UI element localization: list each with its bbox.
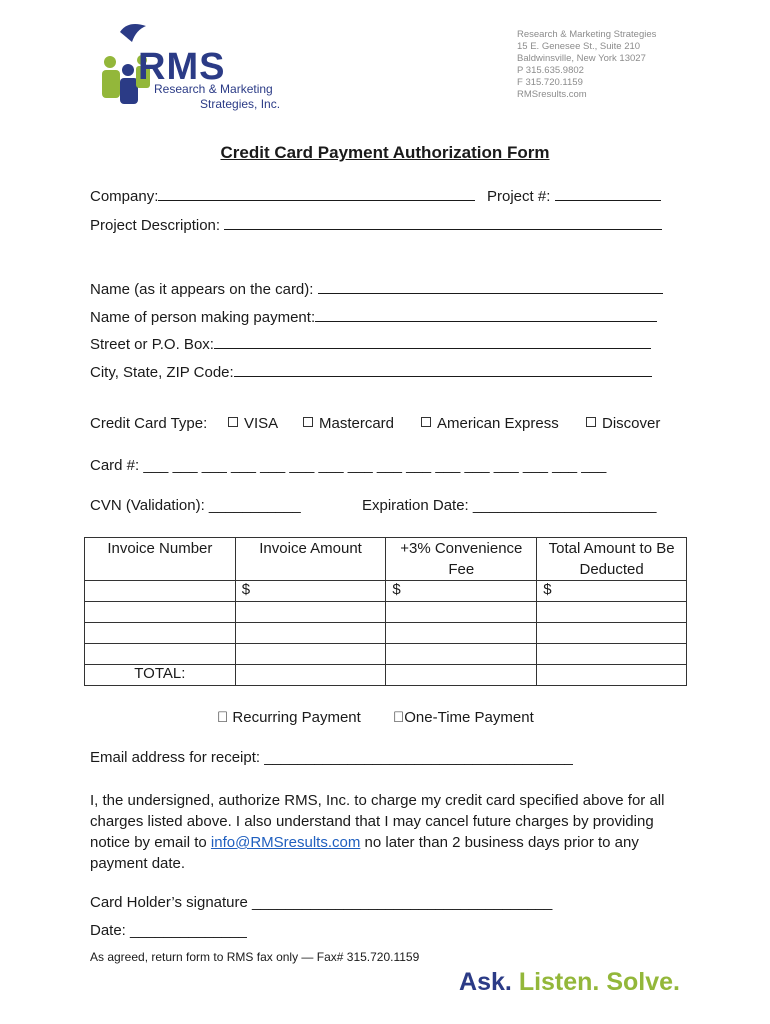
project-num-row xyxy=(487,188,661,205)
signature-field[interactable]: Card Holder’s signature ____________________________________ xyxy=(90,894,553,911)
total-label: TOTAL: xyxy=(85,665,236,686)
card-num-label: Card #: xyxy=(90,457,140,474)
address-web: RMSresults.com xyxy=(517,89,587,100)
table-cell[interactable]: $ xyxy=(386,581,537,602)
table-cell[interactable] xyxy=(235,623,386,644)
table-row xyxy=(85,623,687,644)
name-on-card-field[interactable] xyxy=(318,281,663,294)
authorization-text-after: no later than 2 business days prior to any payment date. xyxy=(90,834,639,872)
checkbox-icon xyxy=(421,417,431,427)
card-num-row[interactable] xyxy=(90,457,606,474)
email-receipt-field[interactable]: Email address for receipt: _____________________________________ xyxy=(90,749,573,766)
table-cell[interactable] xyxy=(85,602,236,623)
table-cell[interactable] xyxy=(537,602,687,623)
table-header-row xyxy=(85,538,687,581)
table-cell[interactable] xyxy=(235,665,386,686)
table-cell[interactable] xyxy=(537,665,687,686)
header-invoice-number: Invoice Number xyxy=(85,538,236,581)
table-cell[interactable]: $ xyxy=(235,581,386,602)
table-cell[interactable] xyxy=(386,644,537,665)
logo-name-line1: Research & Marketing xyxy=(154,82,273,96)
payer-field[interactable] xyxy=(315,309,657,322)
project-num-label: Project #: xyxy=(487,188,551,205)
table-cell[interactable]: $ xyxy=(537,581,687,602)
project-desc-field[interactable] xyxy=(224,217,662,230)
city-row xyxy=(90,364,652,381)
tagline xyxy=(459,968,680,997)
address-company: Research & Marketing Strategies xyxy=(517,29,657,40)
project-desc-row xyxy=(90,217,662,234)
table-row xyxy=(85,581,687,602)
cvn-field[interactable]: CVN (Validation): ___________ xyxy=(90,497,301,514)
address-street: 15 E. Genesee St., Suite 210 xyxy=(517,41,641,52)
header-invoice-amount: Invoice Amount xyxy=(235,538,386,581)
address-city: Baldwinsville, New York 13027 xyxy=(517,53,646,64)
form-title: Credit Card Payment Authorization Form xyxy=(220,143,550,162)
street-label: Street or P.O. Box: xyxy=(90,336,214,353)
logo-name-line2: Strategies, Inc. xyxy=(200,97,281,111)
expiration-field[interactable]: Expiration Date: ______________________ xyxy=(362,497,657,514)
checkbox-icon xyxy=(303,417,313,427)
street-row xyxy=(90,336,651,353)
logo-abbr: RMS xyxy=(138,46,226,88)
recurring-payment-option[interactable]: Recurring Payment xyxy=(217,709,346,726)
tagline-solve: Solve. xyxy=(606,968,680,996)
authorization-text xyxy=(90,790,690,874)
payer-label: Name of person making payment: xyxy=(90,309,316,326)
table-cell[interactable] xyxy=(537,623,687,644)
date-field[interactable]: Date: ______________ xyxy=(90,922,247,939)
company-field[interactable] xyxy=(158,188,475,201)
table-cell[interactable] xyxy=(235,602,386,623)
card-type-amex[interactable] xyxy=(421,415,559,432)
table-cell[interactable] xyxy=(386,623,537,644)
table-cell[interactable] xyxy=(85,581,236,602)
table-cell[interactable] xyxy=(386,665,537,686)
invoice-table xyxy=(84,537,687,686)
one-time-payment-option[interactable]: One-Time Payment xyxy=(393,709,523,726)
table-cell[interactable] xyxy=(537,644,687,665)
payer-row xyxy=(90,309,657,326)
city-field[interactable] xyxy=(234,364,652,377)
table-cell[interactable] xyxy=(235,644,386,665)
company-row xyxy=(90,188,475,205)
tagline-ask: Ask. xyxy=(459,968,512,996)
card-type-visa-label: VISA xyxy=(244,415,279,432)
name-on-card-row xyxy=(90,281,663,298)
company-label: Company: xyxy=(90,188,159,205)
table-row xyxy=(85,644,687,665)
table-total-row xyxy=(85,665,687,686)
checkbox-icon xyxy=(228,417,238,427)
city-label: City, State, ZIP Code: xyxy=(90,364,234,381)
header-convenience-fee: +3% Convenience Fee xyxy=(386,538,537,581)
card-type-mastercard-label: Mastercard xyxy=(319,415,395,432)
info-email-link[interactable]: info@RMSresults.com xyxy=(210,834,361,851)
card-type-discover-label: Discover xyxy=(602,415,661,432)
card-num-blanks: ___ ___ ___ ___ ___ ___ ___ ___ ___ ___ ___ ___ ___ ___ ___ ___ xyxy=(143,457,607,474)
card-type-visa[interactable] xyxy=(228,415,278,432)
table-row xyxy=(85,602,687,623)
address-fax: F 315.720.1159 xyxy=(517,77,583,88)
address-block xyxy=(517,29,656,101)
card-type-amex-label: American Express xyxy=(437,415,559,432)
street-field[interactable] xyxy=(214,336,651,349)
table-cell[interactable] xyxy=(85,644,236,665)
authorization-text-before: I, the undersigned, authorize RMS, Inc. to charge my credit card specified above for all charges listed above. I also understand that I may cancel future charges by providing notice by email to xyxy=(90,792,665,851)
card-type-mastercard[interactable] xyxy=(303,415,394,432)
tagline-listen: Listen. xyxy=(518,968,600,996)
project-desc-label: Project Description: xyxy=(90,217,221,234)
card-type-discover[interactable] xyxy=(586,415,660,432)
project-num-field[interactable] xyxy=(555,188,661,201)
card-type-label: Credit Card Type: xyxy=(90,415,208,432)
table-cell[interactable] xyxy=(85,623,236,644)
address-phone: P 315.635.9802 xyxy=(517,65,584,76)
table-cell[interactable] xyxy=(386,602,537,623)
return-note: As agreed, return form to RMS fax only — Fax# 315.720.1159 xyxy=(90,950,420,964)
checkbox-icon xyxy=(586,417,596,427)
rms-logo xyxy=(98,20,288,115)
name-on-card-label: Name (as it appears on the card): xyxy=(90,281,314,298)
header-total-amount: Total Amount to Be Deducted xyxy=(537,538,687,581)
